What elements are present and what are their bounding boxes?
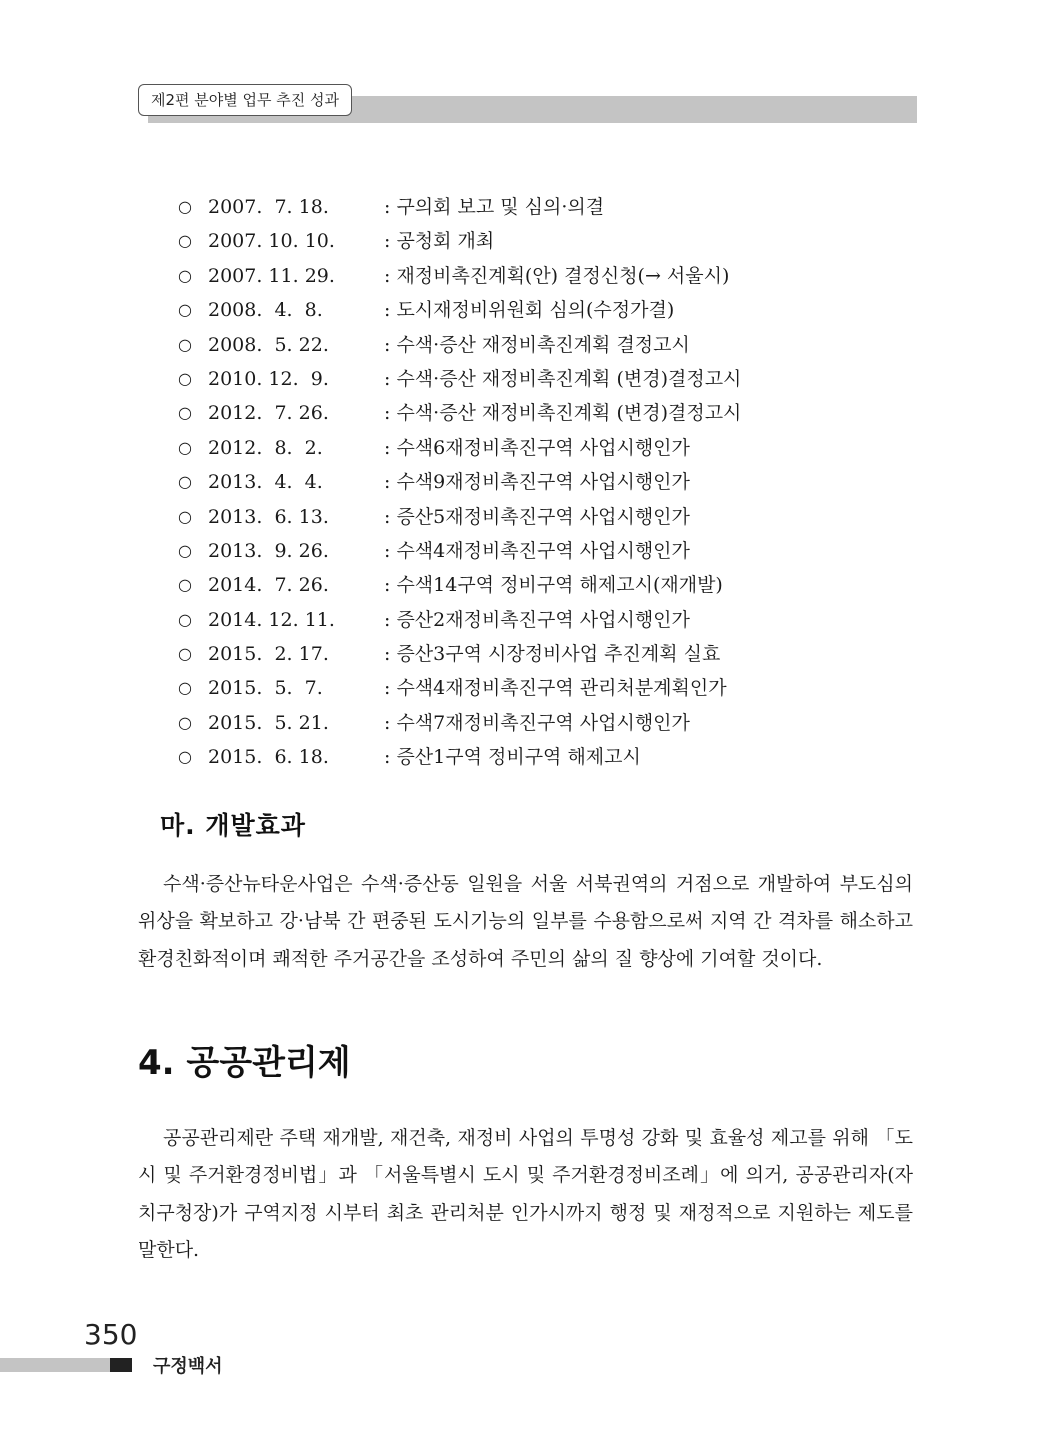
timeline-item — [178, 465, 741, 499]
timeline-date: 2013. 9. 26. — [208, 539, 329, 562]
timeline-date: 2012. 8. 2. — [208, 436, 323, 459]
circle-bullet-icon: ○ — [178, 712, 192, 732]
timeline-item — [178, 190, 741, 224]
circle-bullet-icon: ○ — [178, 197, 192, 216]
circle-bullet-icon: ○ — [178, 437, 192, 457]
section-tab: 제2편 분야별 업무 추진 성과 — [138, 84, 352, 116]
timeline-date: 2010. 12. 9. — [208, 367, 329, 390]
circle-bullet-icon: ○ — [178, 231, 192, 251]
timeline-item — [178, 740, 741, 774]
section-title: 4. 공공관리제 — [138, 1043, 351, 1083]
timeline-item — [178, 362, 741, 396]
timeline-desc: : 수색9재정비촉진구역 사업시행인가 — [384, 471, 690, 494]
timeline-item — [178, 671, 741, 705]
circle-bullet-icon: ○ — [178, 472, 192, 492]
timeline-desc: : 증산5재정비촉진구역 사업시행인가 — [384, 505, 690, 528]
circle-bullet-icon: ○ — [178, 265, 192, 285]
timeline-date: 2013. 4. 4. — [208, 471, 323, 494]
footer-bar — [0, 1358, 110, 1372]
circle-bullet-icon: ○ — [178, 644, 192, 664]
development-effect-heading: 마. 개발효과 — [160, 811, 306, 840]
timeline-item — [178, 259, 741, 293]
timeline-date: 2007. 11. 29. — [208, 264, 335, 287]
timeline-item — [178, 568, 741, 602]
timeline-date: 2014. 7. 26. — [208, 574, 329, 597]
public-management-paragraph: 공공관리제란 주택 재개발, 재건축, 재정비 사업의 투명성 강화 및 효율성 제고를 위해 「도시 및 주거환경정비법」과 「서울특별시 도시 및 주거환경정비조례」에 의거, 공공관리자(자치구청장)가 구역지정 시부터 최초 관리처분 인가시까지 행정 및 재정적으로 지원하는 제도를 말한다. — [138, 1127, 913, 1261]
circle-bullet-icon: ○ — [178, 368, 192, 388]
timeline-desc: : 수색14구역 정비구역 해제고시(재개발) — [384, 574, 723, 597]
timeline-date: 2015. 5. 21. — [208, 711, 329, 734]
timeline-desc: : 도시재정비위원회 심의(수정가결) — [384, 299, 675, 322]
timeline-item — [178, 500, 741, 534]
timeline-date: 2012. 7. 26. — [208, 402, 329, 425]
timeline-item — [178, 603, 741, 637]
timeline-date: 2007. 7. 18. — [208, 196, 329, 218]
timeline-item — [178, 431, 741, 465]
timeline-date: 2008. 4. 8. — [208, 299, 323, 322]
timeline-desc: : 증산1구역 정비구역 해제고시 — [384, 746, 641, 769]
timeline-desc: : 수색4재정비촉진구역 관리처분계획인가 — [384, 677, 727, 700]
circle-bullet-icon: ○ — [178, 300, 192, 320]
timeline-date: 2015. 2. 17. — [208, 643, 329, 666]
timeline-item — [178, 396, 741, 430]
timeline-date: 2007. 10. 10. — [208, 230, 335, 253]
timeline-desc: : 수색·증산 재정비촉진계획 (변경)결정고시 — [384, 367, 742, 390]
timeline-date: 2015. 6. 18. — [208, 746, 329, 769]
book-title: 구정백서 — [153, 1356, 223, 1377]
timeline-desc: : 공청회 개최 — [384, 230, 495, 253]
circle-bullet-icon: ○ — [178, 609, 192, 629]
timeline-desc: : 구의회 보고 및 심의·의결 — [384, 196, 605, 218]
timeline-date: 2014. 12. 11. — [208, 608, 335, 631]
page-number: 350 — [84, 1318, 138, 1351]
timeline-desc: : 수색7재정비촉진구역 사업시행인가 — [384, 711, 690, 734]
footer-square — [110, 1358, 132, 1372]
circle-bullet-icon: ○ — [178, 575, 192, 595]
timeline-item — [178, 637, 741, 671]
timeline-date: 2015. 5. 7. — [208, 677, 323, 700]
circle-bullet-icon: ○ — [178, 403, 192, 423]
timeline-item — [178, 534, 741, 568]
timeline-list — [178, 190, 741, 775]
timeline-date: 2013. 6. 13. — [208, 505, 329, 528]
timeline-item — [178, 224, 741, 258]
timeline-date: 2008. 5. 22. — [208, 333, 329, 356]
circle-bullet-icon: ○ — [178, 540, 192, 560]
circle-bullet-icon: ○ — [178, 678, 192, 698]
timeline-desc: : 증산3구역 시장정비사업 추진계획 실효 — [384, 643, 721, 666]
timeline-desc: : 수색4재정비촉진구역 사업시행인가 — [384, 539, 690, 562]
timeline-item — [178, 328, 741, 362]
circle-bullet-icon: ○ — [178, 506, 192, 526]
timeline-desc: : 수색·증산 재정비촉진계획 결정고시 — [384, 333, 690, 356]
circle-bullet-icon: ○ — [178, 747, 192, 767]
timeline-desc: : 증산2재정비촉진구역 사업시행인가 — [384, 608, 690, 631]
circle-bullet-icon: ○ — [178, 334, 192, 354]
timeline-desc: : 수색·증산 재정비촉진계획 (변경)결정고시 — [384, 402, 742, 425]
timeline-desc: : 수색6재정비촉진구역 사업시행인가 — [384, 436, 690, 459]
timeline-item — [178, 706, 741, 740]
timeline-item — [178, 293, 741, 327]
development-effect-paragraph: 수색·증산뉴타운사업은 수색·증산동 일원을 서울 서북권역의 거점으로 개발하여 부도심의 위상을 확보하고 강·남북 간 편중된 도시기능의 일부를 수용함으로써 지역 간 격차를 해소하고 환경친화적이며 쾌적한 주거공간을 조성하여 주민의 삶의 질 향상에 기여할 것이다. — [138, 873, 913, 970]
timeline-desc: : 재정비촉진계획(안) 결정신청(→ 서울시) — [384, 264, 730, 287]
